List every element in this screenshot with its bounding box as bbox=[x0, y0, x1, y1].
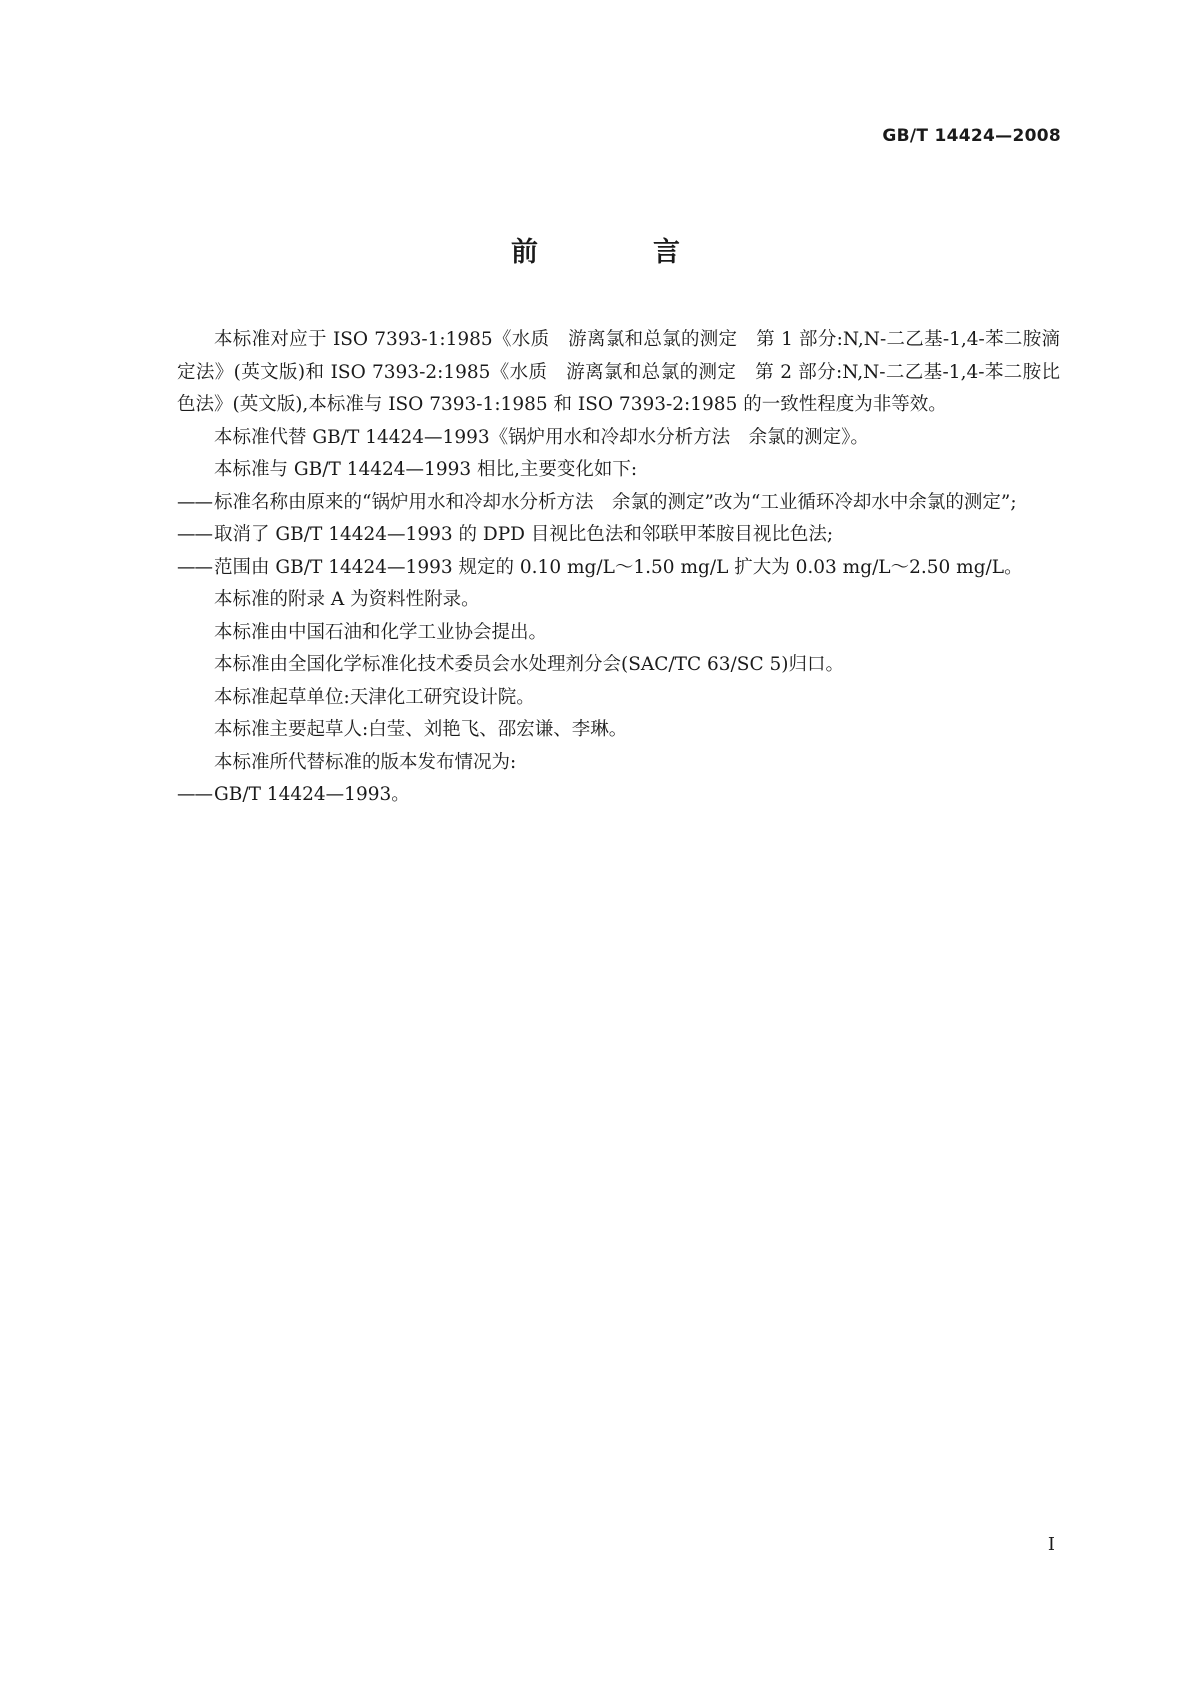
paragraph-history-intro bbox=[177, 747, 1060, 780]
paragraph-correspondence bbox=[177, 324, 1060, 422]
page-number: I bbox=[1047, 1534, 1055, 1555]
change-item-text: 范围由 GB/T 14424—1993 规定的 0.10 mg/L～1.50 mg/L 扩大为 0.03 mg/L～2.50 mg/L。 bbox=[214, 556, 1023, 578]
change-item-name bbox=[177, 487, 1060, 520]
change-item-range bbox=[177, 552, 1060, 585]
dash-marker: —— bbox=[177, 784, 212, 805]
history-item bbox=[177, 779, 1060, 812]
paragraph-text: 本标准所代替标准的版本发布情况为: bbox=[214, 751, 517, 773]
history-item-text: GB/T 14424—1993。 bbox=[214, 784, 410, 805]
paragraph-changes-intro bbox=[177, 454, 1060, 487]
paragraph-committee bbox=[177, 649, 1060, 682]
paragraph-drafters bbox=[177, 714, 1060, 747]
paragraph-text: 本标准起草单位:天津化工研究设计院。 bbox=[214, 686, 535, 708]
change-item-methods bbox=[177, 519, 1060, 552]
change-item-text: 标准名称由原来的“锅炉用水和冷却水分析方法 余氯的测定”改为“工业循环冷却水中余氯的测定”; bbox=[214, 491, 1017, 513]
paragraph-drafting-unit bbox=[177, 682, 1060, 715]
paragraph-text: 本标准由中国石油和化学工业协会提出。 bbox=[214, 621, 548, 643]
dash-marker: —— bbox=[177, 556, 212, 578]
paragraph-replaces bbox=[177, 422, 1060, 455]
dash-marker: —— bbox=[177, 524, 212, 545]
paragraph-text: 本标准对应于 ISO 7393-1:1985《水质 游离氯和总氯的测定 第 1 部分:N,N-二乙基-1,4-苯二胺滴定法》(英文版)和 ISO 7393-2:1985《水质 游离氯和总氯的测定 第 2 部分:N,N-二乙基-1,4-苯二胺比色法》(英文版),本标准与 ISO 7393-1:1985 和 ISO 7393-2:1985 的一致性程度为非等效。 bbox=[177, 329, 1060, 415]
paragraph-annex bbox=[177, 584, 1060, 617]
paragraph-text: 本标准代替 GB/T 14424—1993《锅炉用水和冷却水分析方法 余氯的测定》。 bbox=[214, 426, 869, 448]
paragraph-proposer bbox=[177, 617, 1060, 650]
change-item-text: 取消了 GB/T 14424—1993 的 DPD 目视比色法和邻联甲苯胺目视比色法; bbox=[214, 524, 834, 545]
standard-code: GB/T 14424—2008 bbox=[882, 126, 1061, 146]
paragraph-text: 本标准由全国化学标准化技术委员会水处理剂分会(SAC/TC 63/SC 5)归口。 bbox=[214, 654, 844, 675]
paragraph-text: 本标准与 GB/T 14424—1993 相比,主要变化如下: bbox=[214, 459, 638, 480]
paragraph-text: 本标准的附录 A 为资料性附录。 bbox=[214, 589, 480, 610]
foreword-body bbox=[177, 324, 1060, 812]
paragraph-text: 本标准主要起草人:白莹、刘艳飞、邵宏谦、李琳。 bbox=[214, 719, 628, 740]
page-title: 前 言 bbox=[511, 237, 724, 268]
dash-marker: —— bbox=[177, 491, 212, 513]
